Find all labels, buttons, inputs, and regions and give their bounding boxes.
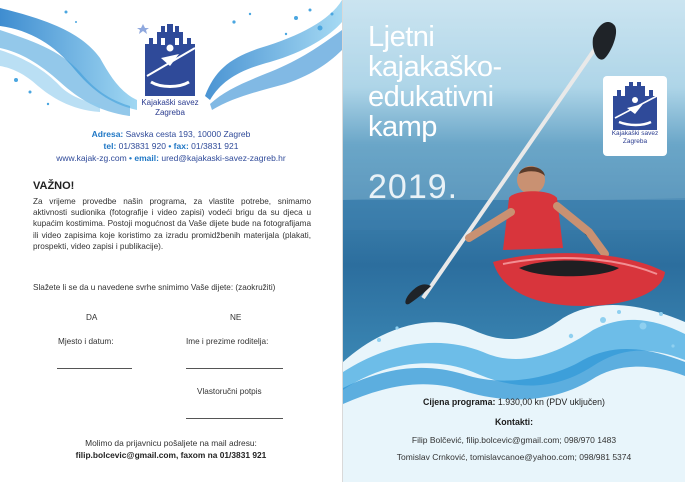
footer-instruction: Molimo da prijavnicu pošaljete na mail adresu: <box>85 438 257 448</box>
place-date-line[interactable] <box>57 368 132 369</box>
phone-fax-line: tel: 01/3831 920 • fax: 01/3831 921 <box>103 141 239 151</box>
address-line <box>0 128 342 140</box>
contact-line-1: Filip Bolčević, filip.bolcevic@gmail.com; 098/970 1483 <box>411 435 617 445</box>
tel-label: tel: <box>103 141 117 151</box>
consent-question: Slažete li se da u navedene svrhe snimimo Vaše dijete: (zaokružiti) <box>33 283 276 292</box>
website-link[interactable]: www.kajak-zg.com <box>56 153 127 163</box>
castle-kayaker-icon <box>137 18 203 96</box>
fax-label: fax: <box>173 141 189 151</box>
fax-value: 01/3831 921 <box>191 141 239 151</box>
price-label: Cijena programa: <box>423 397 496 407</box>
contact-line-2: Tomislav Crnković, tomislavcanoe@yahoo.com; 098/981 5374 <box>396 452 632 462</box>
title-line-3: edukativni <box>368 81 494 113</box>
logo-caption-line2: Zagreba <box>155 108 185 117</box>
parent-name-label: Ime i prezime roditelja: <box>186 337 269 346</box>
email-link[interactable]: ured@kajakaski-savez-zagreb.hr <box>161 153 286 163</box>
small-logo-caption-line2: Zagreba <box>622 138 648 145</box>
title-line-1: Ljetni <box>368 21 435 53</box>
right-panel <box>343 0 685 482</box>
castle-kayaker-icon <box>603 76 667 130</box>
small-logo-caption <box>603 130 667 146</box>
footer-contact <box>0 449 342 461</box>
email-label: email: <box>134 153 159 163</box>
place-date-label: Mjesto i datum: <box>58 337 114 346</box>
price-line <box>343 397 685 407</box>
camp-title <box>368 22 502 142</box>
federation-logo <box>137 18 203 122</box>
footer-contact-text: filip.bolcevic@gmail.com, faxom na 01/3831 921 <box>75 450 267 460</box>
logo-caption-line1: Kajakaški savez <box>141 98 199 107</box>
signature-label: Vlastoručni potpis <box>197 387 262 396</box>
federation-logo-small <box>603 76 667 156</box>
important-heading: VAŽNO! <box>33 180 75 192</box>
option-no[interactable]: NE <box>230 313 242 322</box>
price-value: 1.930,00 kn (PDV uključen) <box>497 397 605 407</box>
title-line-2: kajakaško- <box>368 51 502 83</box>
small-logo-caption-line1: Kajakaški savez <box>611 130 659 137</box>
signature-line[interactable] <box>186 418 283 419</box>
notice-paragraph: Za vrijeme provedbe našin programa, za vlastite potrebe, snimamo aktivnosti sudionika (fotografije i video zapisi) vodeći brigu da su djeca u kupaćim kostimima. Postoji mogućnost da Vaše dijete bude na fotografijama ili video zapisima koje koristimo za izradu promidžbenih materijala (plakati, prospekti, video zapisi i publikacije). <box>33 197 311 251</box>
parent-name-line[interactable] <box>186 368 283 369</box>
web-email-line: www.kajak-zg.com • email: ured@kajakaski-savez-zagreb.hr <box>56 153 286 163</box>
title-line-4: kamp <box>368 111 437 143</box>
camp-year: 2019. <box>368 168 459 206</box>
option-yes[interactable]: DA <box>86 313 98 322</box>
address-value: Savska cesta 193, 10000 Zagreb <box>125 129 251 139</box>
address-label: Adresa: <box>91 129 124 139</box>
contacts-heading: Kontakti: <box>494 417 534 427</box>
tel-value: 01/3831 920 <box>118 141 166 151</box>
